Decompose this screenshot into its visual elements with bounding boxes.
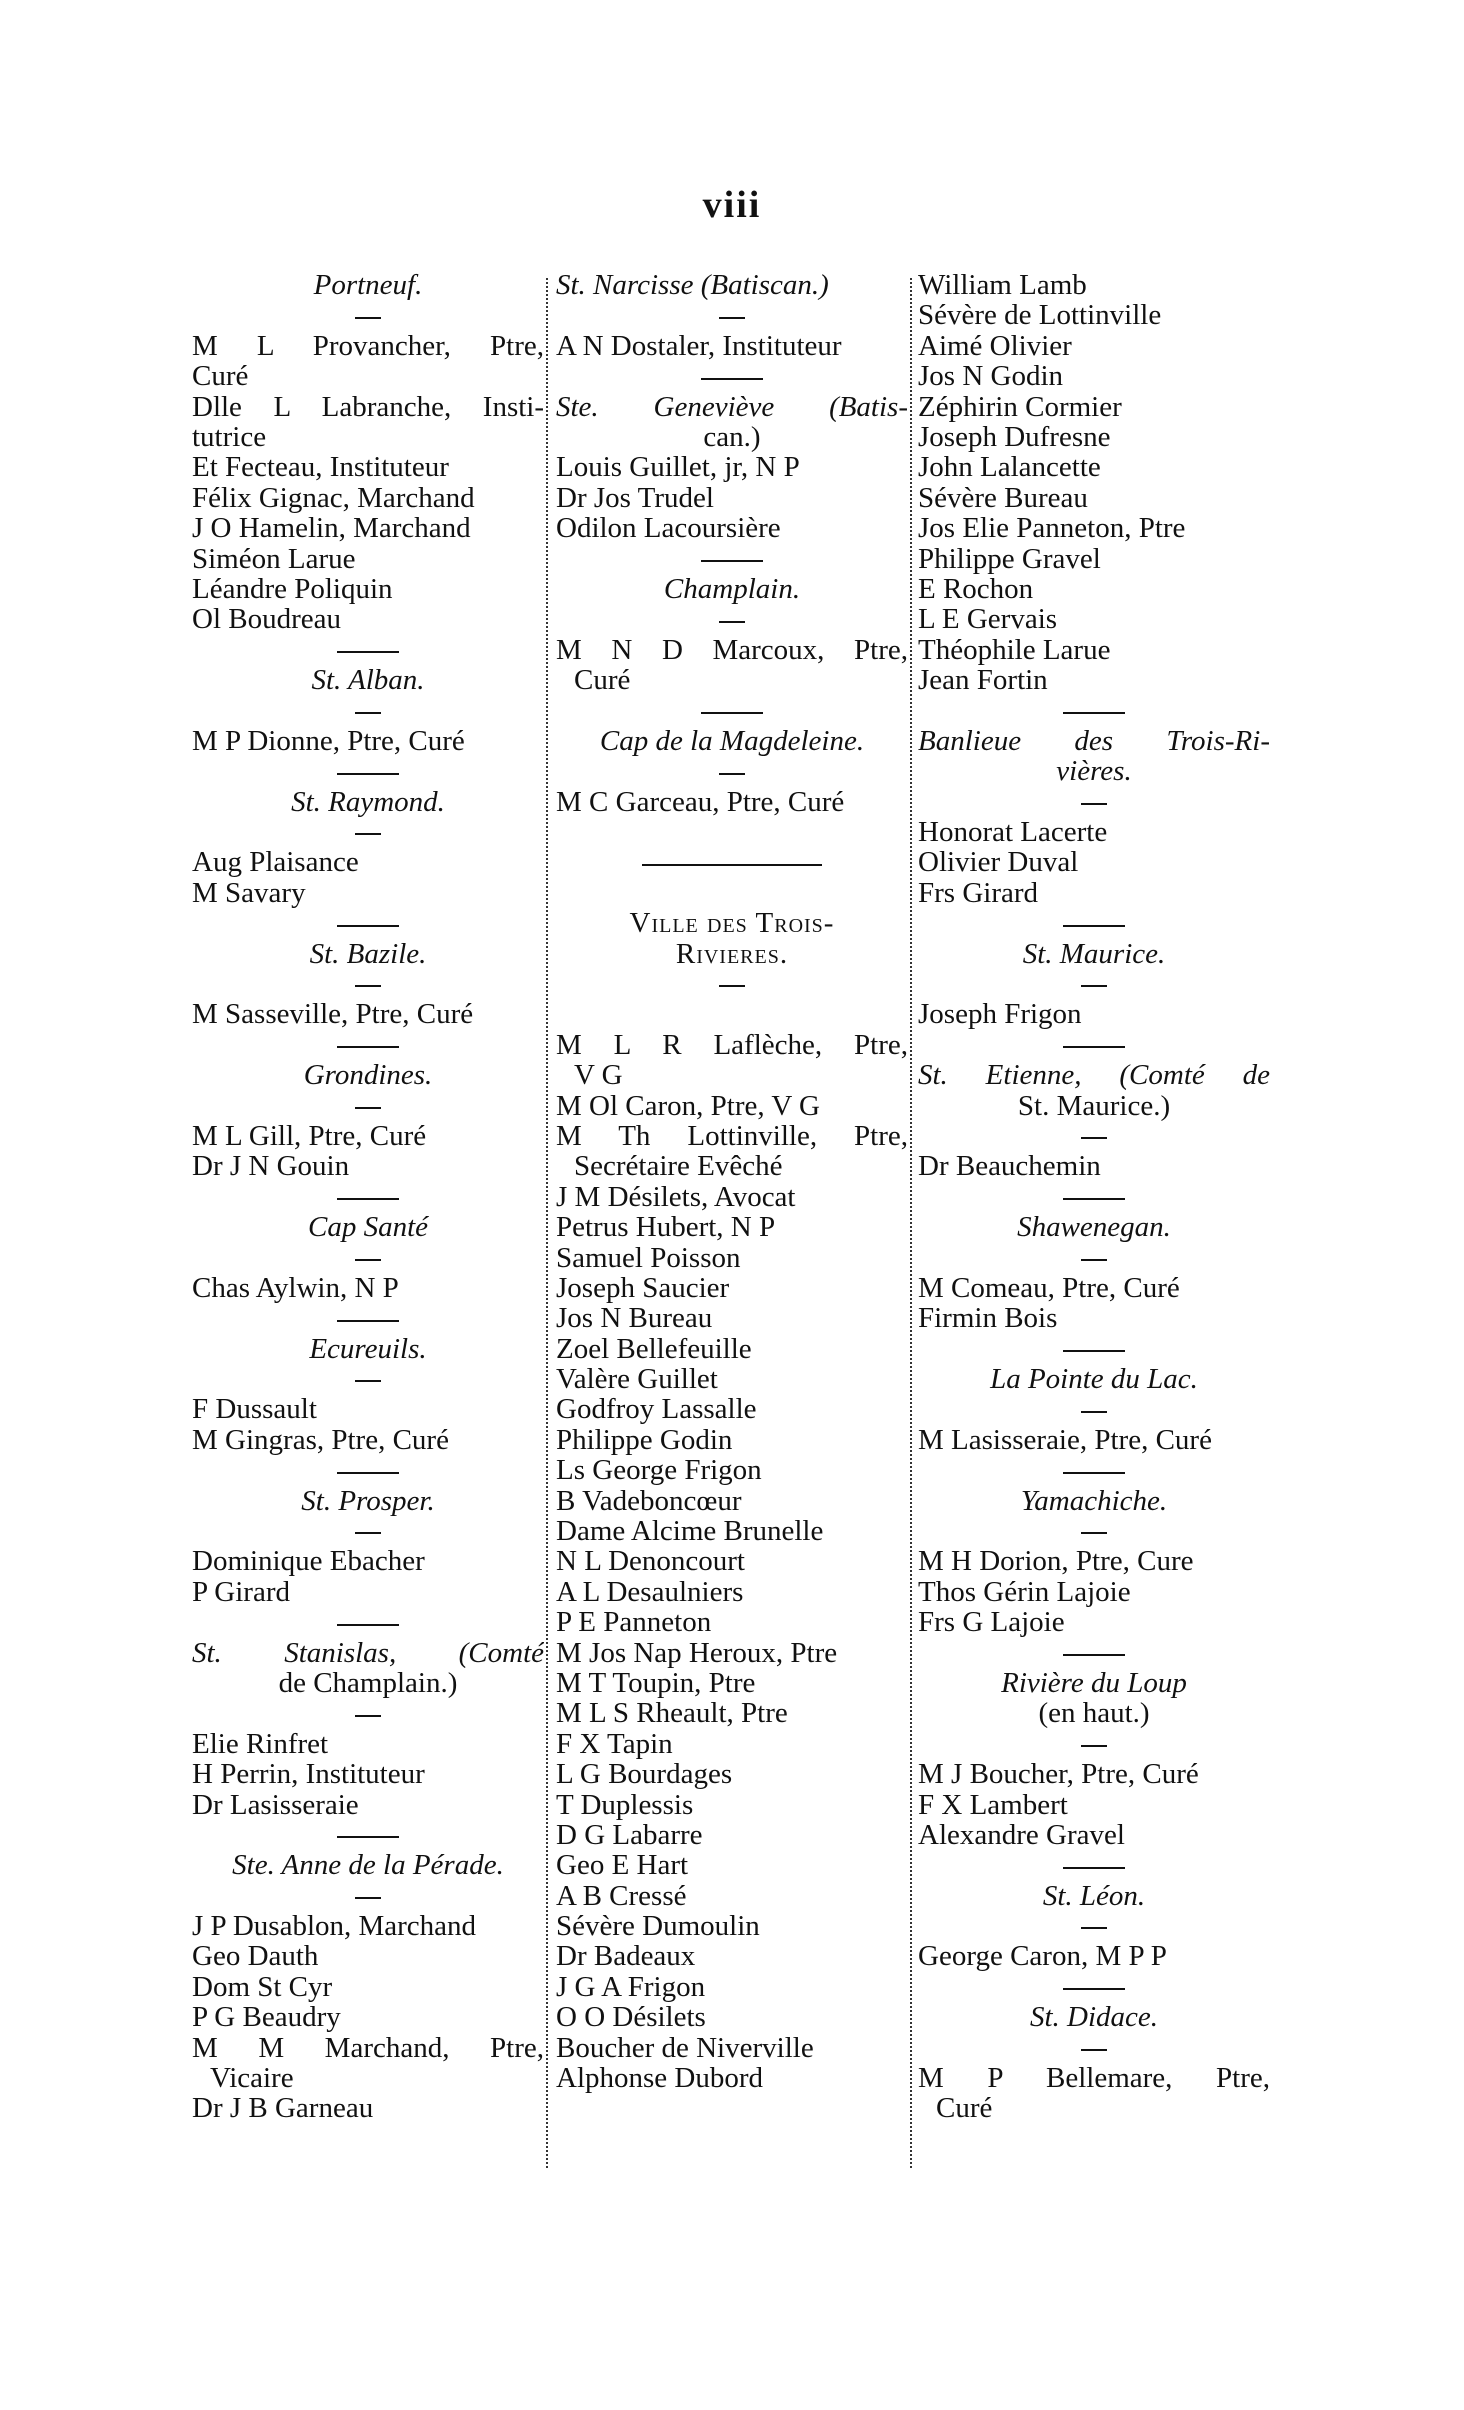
dash-separator [192, 1516, 544, 1546]
list-entry: Valère Guillet [556, 1364, 718, 1395]
dash-separator [556, 604, 908, 634]
list-entry: Curé [192, 361, 249, 392]
list-entry: H Perrin, Instituteur [192, 1759, 425, 1790]
list-entry: M P Dionne, Ptre, Curé [192, 725, 465, 757]
list-entry: Félix Gignac, Marchand [192, 482, 475, 514]
list-entry: M Gingras, Ptre, Curé [192, 1424, 449, 1456]
section-rule [556, 847, 908, 877]
list-entry: M J Boucher, Ptre, Curé [918, 1759, 1199, 1790]
section-rule [918, 695, 1270, 725]
dash-separator [918, 1729, 1270, 1759]
list-entry: M M Marchand, Ptre, [192, 2032, 544, 2064]
dash-separator [192, 969, 544, 999]
list-entry: Dlle L Labranche, Insti- [192, 391, 544, 422]
dash-separator [918, 787, 1270, 817]
list-entry: Dame Alcime Brunelle [556, 1516, 824, 1547]
list-entry: Ol Boudreau [192, 604, 341, 635]
list-entry: William Lamb [918, 270, 1087, 301]
section-heading: Ville des Trois- [629, 908, 835, 939]
section-rule [918, 1334, 1270, 1364]
list-entry: B Vadeboncœur [556, 1485, 742, 1517]
list-entry: Elie Rinfret [192, 1728, 329, 1760]
list-entry: F X Tapin [556, 1728, 673, 1760]
list-entry: J G A Frigon [556, 1971, 706, 2003]
list-entry: Ls George Frigon [556, 1455, 762, 1486]
section-heading: La Pointe du Lac. [990, 1364, 1198, 1395]
section-heading: Ecureuils. [309, 1333, 427, 1365]
list-entry: Godfroy Lassalle [556, 1394, 757, 1425]
list-entry: George Caron, M P P [918, 1941, 1167, 1972]
column-right [918, 270, 1270, 2124]
list-entry: Samuel Poisson [556, 1242, 741, 1273]
section-heading: Ste. Geneviève (Batis- [556, 391, 908, 422]
list-entry: N L Denoncourt [556, 1546, 745, 1577]
section-rule [192, 1820, 544, 1850]
dash-separator [192, 300, 544, 330]
list-entry: A L Desaulniers [556, 1576, 744, 1608]
section-rule [918, 1850, 1270, 1880]
section-heading: St. Prosper. [301, 1485, 435, 1517]
section-rule [192, 635, 544, 665]
section-heading: Ste. Anne de la Pérade. [232, 1850, 504, 1881]
section-heading: St. Léon. [1042, 1880, 1146, 1912]
list-entry: Philippe Gravel [918, 543, 1101, 574]
list-entry: M P Bellemare, Ptre, [918, 2063, 1270, 2094]
section-heading: St. Bazile. [309, 938, 427, 969]
list-entry: V G [574, 1060, 623, 1091]
list-entry: Dr J N Gouin [192, 1151, 350, 1182]
list-entry: Curé [574, 665, 631, 696]
section-rule [918, 1638, 1270, 1668]
dash-separator [556, 756, 908, 786]
list-entry: Joseph Saucier [556, 1272, 730, 1304]
list-entry: Secrétaire Evêché [574, 1151, 783, 1182]
section-heading: Grondines. [303, 1060, 433, 1091]
section-rule [918, 1182, 1270, 1212]
list-entry: J M Désilets, Avocat [556, 1181, 796, 1213]
section-heading: St. Stanislas, (Comté [192, 1637, 544, 1668]
section-heading: Rivière du Loup [1001, 1667, 1187, 1699]
list-entry: Alphonse Dubord [556, 2063, 764, 2094]
section-heading: St. Narcisse (Batiscan.) [556, 270, 829, 301]
list-entry: M Sasseville, Ptre, Curé [192, 999, 474, 1030]
list-entry: T Duplessis [556, 1789, 694, 1820]
dash-separator [192, 1091, 544, 1121]
list-entry: Et Fecteau, Instituteur [192, 452, 449, 483]
section-rule [192, 908, 544, 938]
list-entry: M Savary [192, 877, 306, 909]
list-entry: Dr Jos Trudel [556, 482, 714, 514]
list-entry: M T Toupin, Ptre [556, 1667, 756, 1699]
list-entry: Joseph Frigon [918, 999, 1082, 1030]
list-entry: P E Panneton [556, 1607, 712, 1638]
list-entry: Dr J B Garneau [192, 2093, 374, 2124]
list-entry: Petrus Hubert, N P [556, 1212, 776, 1243]
section-heading: St. Raymond. [291, 786, 445, 818]
section-rule [918, 1972, 1270, 2002]
section-rule [556, 544, 908, 574]
section-heading: Portneuf. [313, 270, 423, 301]
list-entry: E Rochon [918, 573, 1034, 605]
list-entry: A N Dostaler, Instituteur [556, 330, 842, 362]
section-rule [556, 361, 908, 391]
section-heading: Cap Santé [307, 1212, 429, 1243]
section-heading: St. Maurice. [1022, 938, 1166, 969]
dash-separator [556, 300, 908, 330]
column-divider [910, 278, 912, 2168]
list-entry: J O Hamelin, Marchand [192, 513, 471, 544]
list-entry: M C Garceau, Ptre, Curé [556, 786, 845, 818]
list-entry: Siméon Larue [192, 543, 356, 574]
list-entry: F Dussault [192, 1394, 317, 1425]
section-heading-continued: Rivieres. [675, 938, 789, 969]
column-middle [556, 270, 908, 2093]
section-rule [556, 695, 908, 725]
list-entry: Jos N Bureau [556, 1303, 713, 1334]
section-rule [192, 1303, 544, 1333]
dash-separator [918, 2033, 1270, 2063]
list-entry: Geo E Hart [556, 1850, 689, 1881]
section-heading-continued: vières. [1056, 756, 1132, 787]
list-entry: Jean Fortin [918, 665, 1048, 696]
list-entry: M Comeau, Ptre, Curé [918, 1272, 1180, 1304]
dash-separator [918, 969, 1270, 999]
section-rule [192, 1607, 544, 1637]
dash-separator [192, 1243, 544, 1273]
column-left [192, 270, 544, 2124]
section-heading: Banlieue des Trois-Ri- [918, 725, 1270, 757]
dash-separator [918, 1243, 1270, 1273]
list-entry: L E Gervais [918, 604, 1058, 635]
list-entry: Sévère de Lottinville [918, 300, 1162, 331]
list-entry: Thos Gérin Lajoie [918, 1576, 1131, 1608]
list-entry: M Jos Nap Heroux, Ptre [556, 1637, 838, 1668]
list-entry: Sévère Bureau [918, 482, 1088, 514]
section-heading-continued: can.) [703, 421, 761, 453]
list-entry: Honorat Lacerte [918, 817, 1108, 848]
list-entry: Aimé Olivier [918, 330, 1072, 362]
list-entry: L G Bourdages [556, 1759, 733, 1790]
section-heading: Shawenegan. [1017, 1212, 1171, 1243]
section-heading: Yamachiche. [1020, 1485, 1168, 1517]
dash-separator [192, 1881, 544, 1911]
list-entry: P Girard [192, 1576, 290, 1608]
list-entry: M Th Lottinville, Ptre, [556, 1120, 908, 1152]
list-entry: M N D Marcoux, Ptre, [556, 634, 908, 666]
list-entry: Firmin Bois [918, 1303, 1058, 1334]
list-entry: M L S Rheault, Ptre [556, 1698, 788, 1729]
section-heading: St. Alban. [311, 665, 425, 696]
list-entry: M H Dorion, Ptre, Cure [918, 1546, 1194, 1577]
dash-separator [918, 1911, 1270, 1941]
dash-separator [192, 695, 544, 725]
section-heading: Cap de la Magdeleine. [599, 725, 865, 757]
section-heading: St. Etienne, (Comté de [918, 1060, 1270, 1091]
list-entry: A B Cressé [556, 1880, 687, 1912]
section-rule [918, 908, 1270, 938]
section-heading-continued: (en haut.) [1038, 1698, 1150, 1729]
list-entry: Dr Beauchemin [918, 1151, 1101, 1182]
dash-separator [556, 969, 908, 999]
list-entry: Dr Lasisseraie [192, 1789, 359, 1820]
list-entry: Zoel Bellefeuille [556, 1333, 752, 1365]
list-entry: Boucher de Niverville [556, 2032, 814, 2064]
list-entry: Alexandre Gravel [918, 1819, 1125, 1851]
dash-separator [192, 817, 544, 847]
list-entry: tutrice [192, 421, 267, 453]
page-number: viii [702, 184, 762, 226]
section-heading: Champlain. [663, 573, 801, 605]
section-heading-continued: de Champlain.) [278, 1667, 458, 1699]
section-rule [192, 756, 544, 786]
list-entry: J P Dusablon, Marchand [192, 1911, 477, 1942]
list-entry: M Lasisseraie, Ptre, Curé [918, 1424, 1212, 1456]
list-entry: Sévère Dumoulin [556, 1911, 760, 1942]
section-rule [918, 1455, 1270, 1485]
list-entry: O O Désilets [556, 2002, 706, 2033]
section-rule [918, 1030, 1270, 1060]
list-entry: M L R Laflèche, Ptre, [556, 1029, 908, 1061]
list-entry: Curé [936, 2093, 993, 2124]
list-entry: Jos N Godin [918, 361, 1064, 392]
section-rule [192, 1455, 544, 1485]
list-entry: Olivier Duval [918, 847, 1079, 878]
list-entry: John Lalancette [918, 452, 1101, 483]
section-rule [192, 1030, 544, 1060]
list-entry: Geo Dauth [192, 1941, 319, 1972]
list-entry: Joseph Dufresne [918, 421, 1111, 453]
dash-separator [918, 1121, 1270, 1151]
list-entry: Vicaire [210, 2063, 294, 2094]
section-rule [192, 1182, 544, 1212]
list-entry: Théophile Larue [918, 634, 1111, 666]
list-entry: Chas Aylwin, N P [192, 1272, 399, 1304]
list-entry: Frs Girard [918, 877, 1039, 909]
list-entry: M L Gill, Ptre, Curé [192, 1120, 427, 1152]
list-entry: P G Beaudry [192, 2002, 341, 2033]
list-entry: Dr Badeaux [556, 1941, 696, 1972]
dash-separator [918, 1394, 1270, 1424]
list-entry: M Ol Caron, Ptre, V G [556, 1090, 820, 1121]
list-entry: M L Provancher, Ptre, [192, 330, 544, 362]
list-entry: Dom St Cyr [192, 1971, 333, 2003]
list-entry: Louis Guillet, jr, N P [556, 452, 800, 483]
list-entry: Odilon Lacoursière [556, 513, 781, 544]
list-entry: Frs G Lajoie [918, 1607, 1065, 1638]
list-entry: Léandre Poliquin [192, 573, 393, 605]
dash-separator [192, 1364, 544, 1394]
section-heading: St. Didace. [1029, 2002, 1159, 2033]
list-entry: Jos Elie Panneton, Ptre [918, 513, 1186, 544]
dash-separator [918, 1516, 1270, 1546]
list-entry: D G Labarre [556, 1819, 703, 1851]
list-entry: Dominique Ebacher [192, 1546, 425, 1577]
list-entry: Aug Plaisance [192, 847, 359, 878]
list-entry: Zéphirin Cormier [918, 391, 1122, 422]
column-divider [546, 278, 548, 2168]
dash-separator [192, 1698, 544, 1728]
list-entry: Philippe Godin [556, 1424, 733, 1456]
section-heading-continued: St. Maurice.) [1017, 1090, 1171, 1121]
list-entry: F X Lambert [918, 1789, 1068, 1820]
